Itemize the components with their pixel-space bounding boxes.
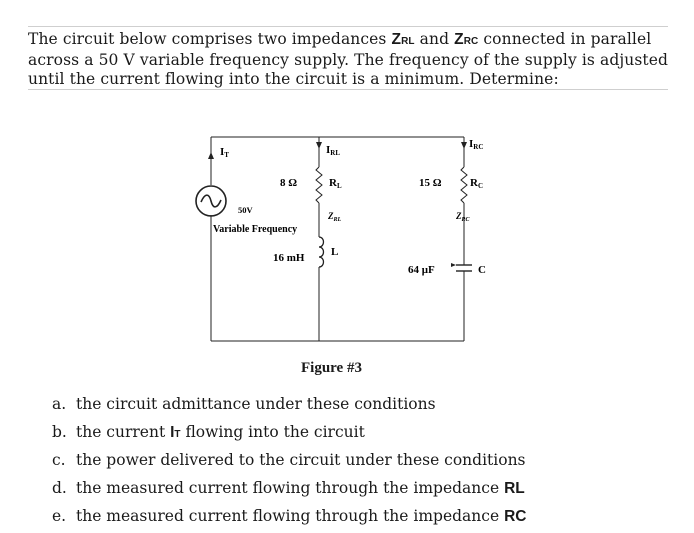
it-arrow-icon [208,152,214,159]
irl-arrow-icon [316,142,322,149]
l-label: L [331,246,339,258]
rc-label: RC [470,177,484,190]
inductor-l [319,237,324,267]
zrc-symbol: ZRC [454,31,479,48]
source-voltage: 50V [238,205,253,215]
l-value: 16 mH [273,252,305,264]
circuit-diagram [180,125,520,355]
r1-value: 8 Ω [280,177,298,189]
figure-caption: Figure #3 [301,360,362,376]
rl-label: RL [329,177,342,190]
zrl-label: $Z_{RL}$ [328,211,342,223]
c-arrow-icon [451,263,456,267]
r2-value: 15 Ω [419,177,442,189]
intro-text-1: The circuit below comprises two impedances [28,30,392,48]
resistor-rc [461,167,467,203]
ac-source-wave [201,195,221,207]
c-value: 64 μF [408,264,435,276]
question-a: a. the circuit admittance under these conditions [52,395,436,413]
source-label: Variable Frequency [213,224,298,235]
question-d: d. the measured current flowing through the impedance RL [52,479,525,497]
top-divider [28,26,668,27]
problem-statement [28,30,678,89]
irc-label: IRC [469,138,484,151]
zrc-label: $Z_{RC}$ [456,211,470,223]
intro-text-3: connected in parallel across a 50 V variable frequency supply. The frequency of the supply is adjusted until the current flowing into the circuit is a minimum. Determine: [28,30,669,88]
question-list [52,393,526,533]
c-label: C [478,264,486,276]
irc-arrow-icon [461,142,467,149]
zrl-symbol: ZRL [391,31,415,48]
intro-text-2: and [414,30,455,48]
question-b: b. the current IT flowing into the circuit [52,423,365,441]
question-c: c. the power delivered to the circuit under these conditions [52,451,526,469]
resistor-rl [316,167,322,203]
it-label: IT [220,146,229,159]
bottom-divider [28,89,668,90]
question-e: e. the measured current flowing through the impedance RC [52,507,527,525]
irl-label: IRL [326,144,341,157]
